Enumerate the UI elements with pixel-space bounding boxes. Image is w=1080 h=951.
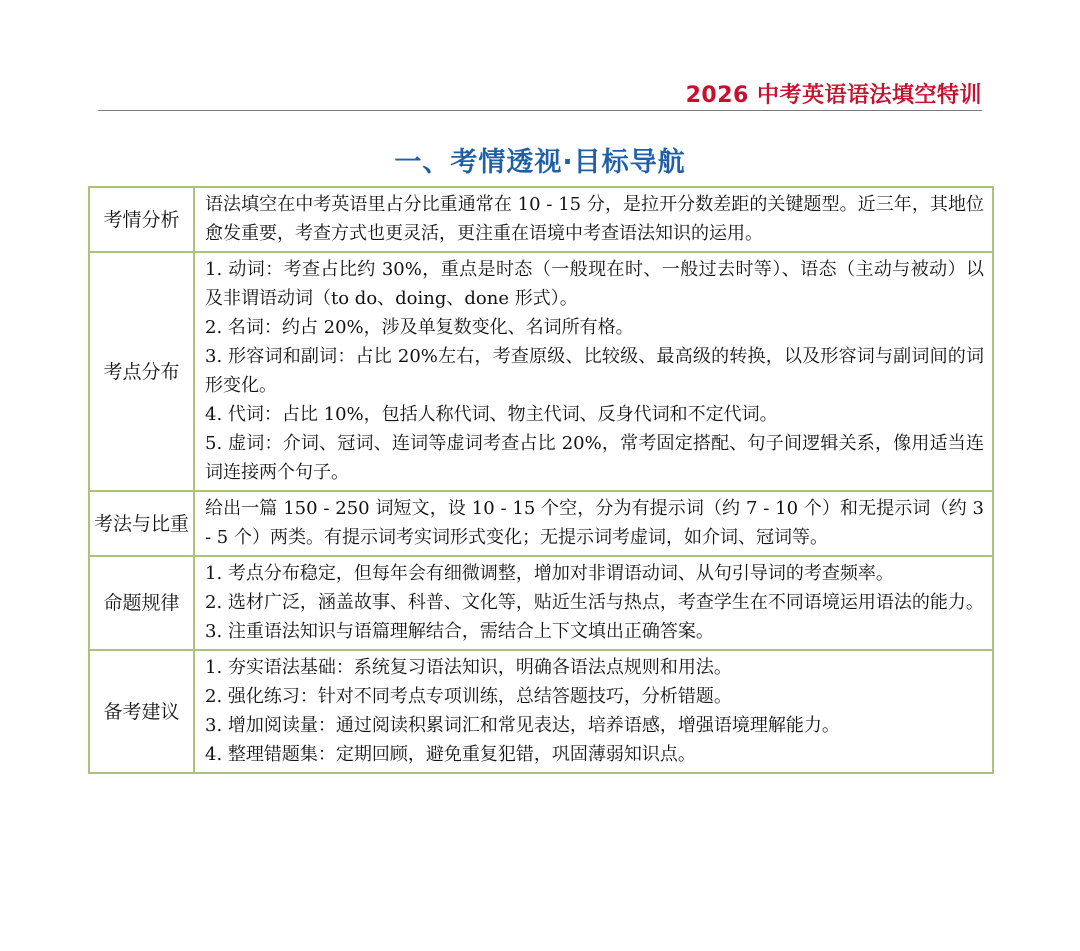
table-row-patterns xyxy=(89,556,993,650)
row-content xyxy=(194,252,993,491)
content-line: 3. 增加阅读量：通过阅读积累词汇和常见表达，培养语感，增强语境理解能力。 xyxy=(205,715,840,736)
content-line: 5. 虚词：介词、冠词、连词等虚词考查占比 20%，常考固定搭配、句子间逻辑关系，像用适当连词连接两个句子。 xyxy=(205,433,984,483)
content-line: 2. 强化练习：针对不同考点专项训练，总结答题技巧，分析错题。 xyxy=(205,686,732,707)
row-content xyxy=(194,491,993,556)
content-line: 4. 整理错题集：定期回顾，避免重复犯错，巩固薄弱知识点。 xyxy=(205,744,696,765)
content-line: 1. 动词：考查占比约 30%，重点是时态（一般现在时、一般过去时等）、语态（主动与被动）以及非谓语动词（to do、doing、done 形式）。 xyxy=(205,259,984,309)
row-content xyxy=(194,187,993,252)
row-content xyxy=(194,650,993,773)
row-label: 考情分析 xyxy=(89,187,194,252)
content-line: 给出一篇 150 - 250 词短文，设 10 - 15 个空，分为有提示词（约 7 - 10 个）和无提示词（约 3 - 5 个）两类。有提示词考实词形式变化；无提示词考虚词，如介词、冠词等。 xyxy=(205,498,984,548)
content-line: 3. 形容词和副词：占比 20%左右，考查原级、比较级、最高级的转换，以及形容词与副词间的词形变化。 xyxy=(205,346,984,396)
content-line: 4. 代词：占比 10%，包括人称代词、物主代词、反身代词和不定代词。 xyxy=(205,404,778,425)
table-row-exam-analysis xyxy=(89,187,993,252)
content-line: 3. 注重语法知识与语篇理解结合，需结合上下文填出正确答案。 xyxy=(205,621,714,642)
header-title: 2026 中考英语语法填空特训 xyxy=(685,83,982,108)
table-row-format-weight xyxy=(89,491,993,556)
header-divider xyxy=(98,110,982,111)
section-title: 一、考情透视·目标导航 xyxy=(394,147,686,178)
row-label: 考点分布 xyxy=(89,252,194,491)
content-line: 语法填空在中考英语里占分比重通常在 10 - 15 分，是拉开分数差距的关键题型。近三年，其地位愈发重要，考查方式也更灵活，更注重在语境中考查语法知识的运用。 xyxy=(205,194,984,244)
content-line: 2. 选材广泛，涵盖故事、科普、文化等，贴近生活与热点，考查学生在不同语境运用语法的能力。 xyxy=(205,592,984,613)
table-row-prep-advice xyxy=(89,650,993,773)
content-line: 2. 名词：约占 20%，涉及单复数变化、名词所有格。 xyxy=(205,317,634,338)
table-row-test-points xyxy=(89,252,993,491)
row-content xyxy=(194,556,993,650)
content-line: 1. 考点分布稳定，但每年会有细微调整，增加对非谓语动词、从句引导词的考查频率。 xyxy=(205,563,894,584)
row-label: 备考建议 xyxy=(89,650,194,773)
row-label: 考法与比重 xyxy=(89,491,194,556)
exam-analysis-table xyxy=(88,186,994,774)
content-line: 1. 夯实语法基础：系统复习语法知识，明确各语法点规则和用法。 xyxy=(205,657,732,678)
row-label: 命题规律 xyxy=(89,556,194,650)
